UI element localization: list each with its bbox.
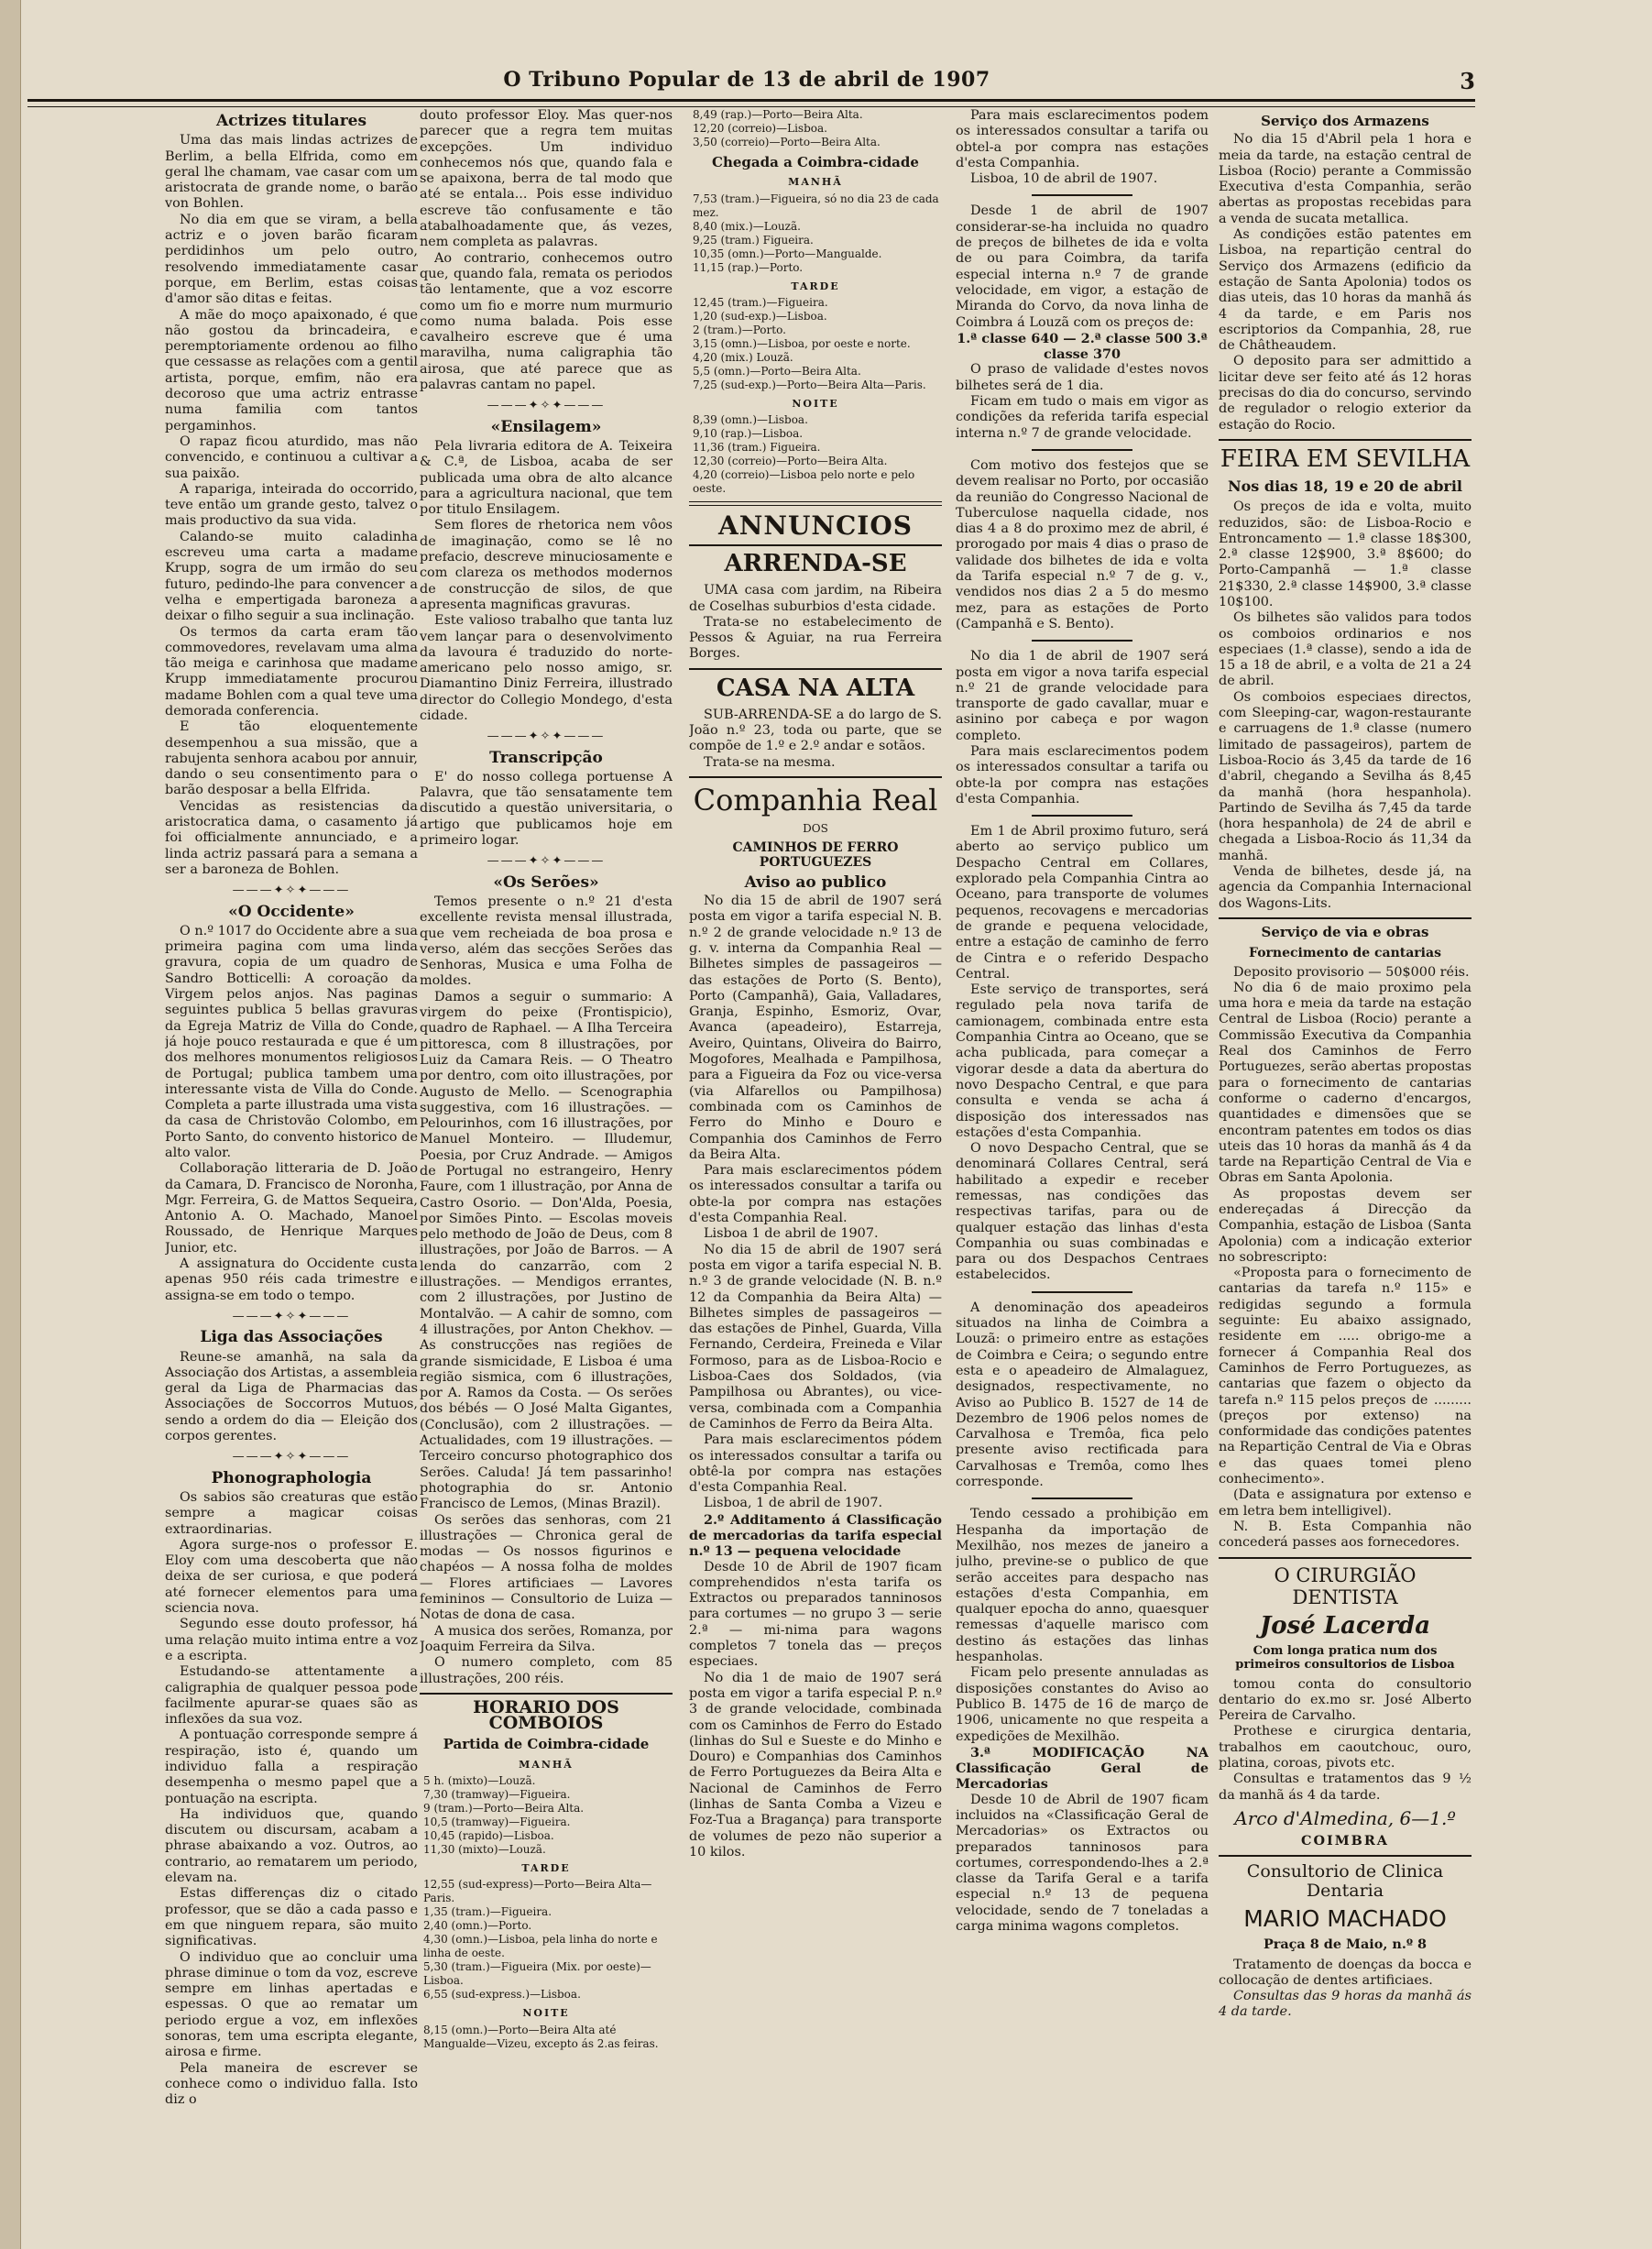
- paragraph: E tão eloquentemente desempenhou a sua missão, que a rabujenta senhora acabou por annuir, dando o seu consentimento para o barão desposar a bella Elfrida.: [165, 719, 418, 798]
- ad-name: José Lacerda: [1259, 1611, 1431, 1640]
- ad-title: O CIRURGIÃO DENTISTA: [1274, 1563, 1417, 1608]
- timetable-row: 8,49 (rap.)—Porto—Beira Alta.: [693, 108, 863, 121]
- timetable-row: 7,30 (tramway)—Figueira.: [423, 1787, 571, 1801]
- timetable-row: 5,5 (omn.)—Porto—Beira Alta.: [693, 364, 861, 378]
- paragraph: Os sabios são creaturas que estão sempre a magicar coisas extraordinarias.: [165, 1489, 418, 1537]
- paragraph: Estas differenças diz o citado professor, que se dão a cada passo e em que ninguem repara, são muito significativas.: [165, 1886, 418, 1949]
- paragraph: No dia 1 de maio de 1907 será posta em vigor a tarifa especial P. n.º 3 de grande velocidade, combinada com os Caminhos de Ferro do Estado (linhas do Sul e Sueste e do Minho e Douro) e Companhias dos Caminhos de Ferro Portuguezes da Beira Alta e Nacional de Caminhos de Ferro (linhas de Santa Comba a Vizeu e Foz-Tua a Bragança) para transporte de volumes de pezo não superior a 10 kilos.: [689, 1670, 942, 1860]
- paragraph: A assignatura do Occidente custa apenas 950 réis cada trimestre e assigna-se em todo o tempo.: [165, 1256, 418, 1303]
- paragraph: Uma das mais lindas actrizes de Berlim, a bella Elfrida, como em geral lhe chamam, vae casar com um aristocrata de grande nome, o barão von Bohlen.: [165, 133, 418, 212]
- paragraph: Damos a seguir o summario: A virgem do peixe (Frontispicio), quadro de Raphael. — A Ilha Terceira pittoresca, com 8 illustrações, por Luiz da Camara Reis. — O Theatro por dentro, com oito illustrações, por Augusto de Mello. — Scenographia suggestiva, com 16 illustrações. — Pelourinhos, com 16 illustrações, por Manuel Monteiro. — Illudemur, Poesia, por Cruz Andrade. — Amigos de Portugal no estrangeiro, Henry Faure, com 1 illustração, por Anna de Castro Osorio. — Don'Alda, Poesia, por Simões Pinto. — Escolas moveis pelo methodo de João de Deus, com 8 illustrações, por João de Barros. — A lenda do canzarrão, com 2 illustrações. — Mendigos errantes, com 2 illustrações, por Justino de Montalvão. — A cahir de somno, com 4 illustrações, por Anton Chekhov. — As construcções nas regiões de grande sismicidade, E Lisboa é uma região sismica, com 6 illustrações, por A. Ramos da Costa. — Os serões dos bébés — O José Malta Gigantes, (Conclusão), com 2 illustrações. — Actualidades, com 19 illustrações. — Terceiro concurso photographico dos Serões. Caluda! Já tem passarinho! photographia do sr. Antonio Francisco de Lemos, (Minas Brazil).: [420, 989, 673, 1512]
- ad-address: Praça 8 de Maio, n.º 8: [1263, 1936, 1428, 1952]
- paragraph: douto professor Eloy. Mas quer-nos parecer que a regra tem muitas excepções. Um individuo conhecemos nós que, quando fala e se apaixona, berra de tal modo que até se entala... Pois esse individuo escreve tão confusamente e tão atabalhoadamente que, ás vezes, nem completa as palavras.: [420, 108, 673, 250]
- paragraph: SUB-ARRENDA-SE a do largo de S. João n.º 23, toda ou parte, que se compõe de 1.º e 2.º andar e sotãos.: [689, 707, 942, 754]
- timetable-row: 12,45 (tram.)—Figueira.: [693, 295, 828, 309]
- paragraph: Estudando-se attentamente a caligraphia de qualquer pessoa pode facilmente apurar-se quaes são as inflexões da sua voz.: [165, 1664, 418, 1728]
- paragraph: Este valioso trabalho que tanta luz vem lançar para o desenvolvimento da lavoura é traduzido do norte-americano pelo nosso amigo, sr. Diamantino Diniz Ferreira, illustrado director do Collegio Mondego, d'esta cidade.: [420, 613, 673, 723]
- paragraph: O individuo que ao concluir uma phrase diminue o tom da voz, escreve sempre em linhas apertadas e espessas. O que ao rematar um periodo ergue a voz, em inflexões sonoras, tem uma escripta elegante, airosa e firme.: [165, 1949, 418, 2060]
- paragraph: Lisboa 1 de abril de 1907.: [704, 1226, 879, 1242]
- price-line: 1.ª classe 640 — 2.ª classe 500 3.ª classe 370: [957, 330, 1208, 363]
- timetable-row: 3,50 (correio)—Porto—Beira Alta.: [693, 136, 881, 148]
- paragraph: O novo Despacho Central, que se denominará Collares Central, será habilitado a expedir e receber remessas, nas condições das respectivas tarifas, para ou de qualquer estação das linhas d'esta Companhia ou suas combinadas e para ou dos Despachos Centraes estabelecidos.: [956, 1141, 1209, 1283]
- paragraph: «Proposta para o fornecimento de cantarias da tarefa n.º 115» e redigidas segundo a formula seguinte: Eu abaixo assignado, residente em ..... obrigo-me a fornecer á Companhia Real dos Caminhos de Ferro Portuguezes, as cantarias que fazem o objecto da tarefa n.º 115 pelos preços de ......... (preços por extenso) na conformidade das condições patentes na Repartição Central de Via e Obras e das quaes tomei pleno conhecimento».: [1219, 1266, 1471, 1487]
- ad-title: Consultorio de Clinica Dentaria: [1246, 1860, 1444, 1902]
- timetable-row: 11,36 (tram.) Figueira.: [693, 441, 821, 455]
- section-rule: [1032, 640, 1132, 642]
- timetable-row: 9,10 (rap.)—Lisboa.: [693, 427, 804, 441]
- timetable-row: 11,15 (rap.)—Porto.: [693, 260, 804, 274]
- article-title: Liga das Associações: [200, 1328, 383, 1347]
- paragraph: Os bilhetes são validos para todos os comboios ordinarios e nos especiaes (1.ª classe), sendo a ida de 15 a 18 de abril, e a volta de 21 a 24 de abril.: [1219, 610, 1471, 689]
- ad-city: COIMBRA: [1301, 1832, 1389, 1849]
- notice-subtitle: Fornecimento de cantarias: [1249, 946, 1441, 961]
- paragraph: Consultas das 9 horas da manhã ás 4 da tarde.: [1219, 1989, 1471, 2020]
- timetable-list: [689, 413, 942, 496]
- paragraph: Este serviço de transportes, será regulado pela nova tarifa de camionagem, combinada entre esta Companhia Cintra ao Oceano, que se acha publicada, para começar a vigorar desde a data da abertura do novo Despacho Central, e que para consulta e venda se acha á disposição dos interessados nas estações d'esta Companhia.: [956, 982, 1209, 1140]
- paragraph: A rapariga, inteirada do occorrido, teve então um grande gesto, talvez o mais productivo da sua vida.: [165, 481, 418, 529]
- section-rule: [689, 501, 942, 506]
- column-3: [689, 108, 942, 2216]
- column-5: [1219, 108, 1471, 2216]
- paragraph: Calando-se muito caladinha escreveu uma carta a madame Krupp, sogra de um irmão do seu futuro, pedindo-lhe para convencer a velha e empertigada baroneza a deixar o filho seguir a sua inclinação.: [165, 529, 418, 624]
- paragraph: O praso de validade d'estes novos bilhetes será de 1 dia.: [956, 362, 1209, 393]
- paragraph: Os termos da carta eram tão commovedores, revelavam uma alma tão meiga e carinhosa que madame Krupp immediatamente procurou madame Bohlen com a qual teve uma demorada conferencia.: [165, 624, 418, 719]
- timetable-row: 6,55 (sud-express.)—Lisboa.: [423, 1988, 581, 2002]
- timetable-subtitle: Partida de Coimbra-cidade: [443, 1736, 650, 1753]
- paragraph: 3.ª MODIFICAÇÃO NA Classificação Geral de Mercadorias: [956, 1744, 1209, 1793]
- timetable-row: 3,15 (omn.)—Lisboa, por oeste e norte.: [693, 336, 911, 350]
- paragraph: Desde 10 de Abril de 1907 ficam incluidos na «Classificação Geral de Mercadorias» os Extractos ou preparados tanninosos para cortumes, correspondendo-lhes a 2.ª classe da Tarifa Geral e a tarifa especial n.º 13 de pequena velocidade, sendo de 7 toneladas a carga minima wagons completos.: [956, 1792, 1209, 1935]
- timetable-period: NOITE: [522, 2007, 570, 2020]
- paragraph: Agora surge-nos o professor E. Eloy com uma descoberta que não deixa de ser curiosa, e que poderá até fornecer elementos para uma sciencia nova.: [165, 1537, 418, 1617]
- section-rule: [1032, 194, 1132, 196]
- article-body: [165, 133, 418, 878]
- timetable-row: 12,30 (correio)—Porto—Beira Alta.: [693, 455, 888, 468]
- paragraph: Com motivo dos festejos que se devem realisar no Porto, por occasião da reunião do Congresso Nacional de Tuberculose naquella cidade, nos dias 4 a 8 do proximo mez de abril, é prorogado por mais 4 dias o praso de validade dos bilhetes de ida e volta da Tarifa especial n.º 7 de g. v., vendidos nos dias 2 a 5 do mesmo mez, para as estações de Porto (Campanhã e S. Bento).: [956, 457, 1209, 631]
- timetable-row: 4,30 (omn.)—Lisboa, pela linha do norte e linha de oeste.: [423, 1933, 658, 1960]
- paragraph: No dia em que se viram, a bella actriz e o joven barão ficaram perdidinhos um pelo outro, resolvendo immediatamente casar porque, em Berlim, estas coisas d'amor são ditas e feitas.: [165, 212, 418, 307]
- paragraph: Reune-se amanhã, na sala da Associação dos Artistas, a assembleia geral da Liga de Pharmacias das Associações de Soccorros Mutuos, sendo a ordem do dia — Eleição dos corpos gerentes.: [165, 1349, 418, 1444]
- section-rule: [1032, 815, 1132, 817]
- timetable-row: 5,30 (tram.)—Figueira (Mix. por oeste)—Lisboa.: [423, 1960, 651, 1988]
- article-title: «Ensilagem»: [490, 417, 602, 436]
- section-rule: [1219, 1855, 1471, 1857]
- paragraph: Ha individuos que, quando discutem ou discursam, acabam a phrase abaixando a voz. Outros, ao contrario, ao rematarem um periodo, elevam na.: [165, 1806, 418, 1886]
- paragraph: Para mais esclarecimentos podem os interessados consultar a tarifa ou obte-la por compra nas estações d'esta Companhia.: [956, 743, 1209, 806]
- paragraph: A musica dos serões, Romanza, por Joaquim Ferreira da Silva.: [420, 1623, 673, 1654]
- timetable-row: 4,20 (mix.) Louzã.: [693, 350, 793, 364]
- paragraph: Lisboa, 10 de abril de 1907.: [970, 171, 1158, 187]
- timetable-row: 12,20 (correio)—Lisboa.: [693, 122, 827, 135]
- paragraph: Em 1 de Abril proximo futuro, será aberto ao serviço publico um Despacho Central em Collares, explorado pela Companhia Cintra ao Oceano, para transporte de volumes pequenos, recovagens e mercadorias de grande e pequena velocidade, entre a estação de caminho de ferro de Cintra e o referido Despacho Central.: [956, 824, 1209, 982]
- timetable-row: 2,40 (omn.)—Porto.: [423, 1919, 532, 1933]
- timetable-subtitle: Chegada a Coimbra-cidade: [712, 154, 919, 170]
- paragraph: Desde 10 de Abril de 1907 ficam comprehendidos n'esta tarifa os Extractos ou preparados tanninosos para cortumes — no grupo 3 — serie 2.ª — mi-nima para wagons completos 7 tonela das — preços especiaes.: [689, 1559, 942, 1670]
- notice-title: Aviso ao publico: [744, 872, 887, 892]
- paragraph: O rapaz ficou aturdido, mas não convencido, e continuou a cultivar a sua paixão.: [165, 433, 418, 481]
- paragraph: O n.º 1017 do Occidente abre a sua primeira pagina com uma linda gravura, copia de um quadro de Sandro Botticelli: A coroação da Virgem pelos anjos. Nas paginas seguintes publica 5 bellas gravuras da Egreja Matriz de Villa do Conde, já hoje pouco restaurada e que é um dos melhores monumentos religiosos de Portugal; publica tambem uma interessante vista de Villa do Conde. Completa a parte illustrada uma vista da casa de Christovão Colombo, em Porto Santo, do convento historico de alto valor.: [165, 923, 418, 1160]
- timetable-period: TARDE: [791, 280, 840, 292]
- section-rule: [1219, 1557, 1471, 1559]
- section-rule: [1032, 1291, 1132, 1293]
- timetable-row: 1,20 (sud-exp.)—Lisboa.: [693, 309, 827, 323]
- ad-subtitle: Nos dias 18, 19 e 20 de abril: [1228, 477, 1462, 495]
- timetable-row: 7,25 (sud-exp.)—Porto—Beira Alta—Paris.: [693, 378, 926, 391]
- timetable-row: 4,20 (correio)—Lisboa pelo norte e pelo oeste.: [693, 468, 915, 496]
- paragraph: O numero completo, com 85 illustrações, 200 réis.: [420, 1655, 673, 1686]
- ornament-divider: ———✦✧✦———: [487, 854, 606, 869]
- paragraph: Os serões das senhoras, com 21 illustrações — Chronica geral de modas — Os nossos figurinos e chapéos — A nossa folha de moldes — Flores artificiaes — Lavores femininos — Consultorio de Luiza — Notas de dona de casa.: [420, 1512, 673, 1623]
- paragraph: Para mais esclarecimentos podem os interessados consultar a tarifa ou obtel-a por compra nas estações d'esta Companhia.: [956, 108, 1209, 170]
- paragraph: Venda de bilhetes, desde já, na agencia da Companhia Internacional dos Wagons-Lits.: [1219, 864, 1471, 911]
- masthead: O Tribuno Popular de 13 de abril de 1907: [503, 68, 990, 92]
- section-rule: [1219, 439, 1471, 441]
- paragraph: No dia 15 de abril de 1907 será posta em vigor a tarifa especial N. B. n.º 2 de grande velocidade n.º 13 de g. v. interna da Companhia Real — Bilhetes simples de passageiros — das estações de Porto (S. Bento), Porto (Campanhã), Gaia, Valladares, Granja, Espinho, Esmoriz, Ovar, Avanca (apeadeiro), Estarreja, Aveiro, Quintans, Oliveira do Bairro, Mogofores, Mealhada e Pampilhosa, para a Figueira da Foz ou vice-versa (via Alfarellos ou Pampilhosa) combinada com os Caminhos de Ferro do Minho e Douro e Companhia dos Caminhos de Ferro da Beira Alta.: [689, 894, 942, 1162]
- timetable-row: 9 (tram.)—Porto—Beira Alta.: [423, 1801, 585, 1815]
- paragraph: A pontuação corresponde sempre á respiração, isto é, quando um individuo falla a respiração desempenha o mesmo papel que a pontuação na escripta.: [165, 1728, 418, 1806]
- paragraph: Deposito provisorio — 50$000 réis.: [1233, 964, 1470, 980]
- paragraph: Prothese e cirurgica dentaria, trabalhos em caoutchouc, ouro, platina, coroas, pivots etc.: [1219, 1724, 1471, 1772]
- paragraph: Os preços de ida e volta, muito reduzidos, são: de Lisboa-Rocio e Entroncamento — 1.ª classe 18$300, 2.ª classe 12$900, 3.ª 8$600; do Porto-Campanhã — 1.ª classe 21$330, 2.ª classe 14$900, 3.ª classe 10$100.: [1219, 499, 1471, 609]
- paragraph: Pela maneira de escrever se conhece como o individuo falla. Isto diz o: [165, 2060, 418, 2108]
- timetable-row: 10,35 (omn.)—Porto—Mangualde.: [693, 247, 882, 260]
- timetable-row: 12,55 (sud-express)—Porto—Beira Alta—Paris.: [423, 1878, 652, 1905]
- timetable-row: 10,5 (tramway)—Figueira.: [423, 1815, 571, 1828]
- ad-subtitle: Com longa pratica num dos primeiros consultorios de Lisboa: [1235, 1643, 1455, 1672]
- paragraph: Temos presente o n.º 21 d'esta excellente revista mensal illustrada, que vem recheiada de boa prosa e verso, além das secções Serões das Senhoras, Musica e uma Folha de moldes.: [420, 894, 673, 989]
- paragraph: Sem flores de rhetorica nem vôos de imaginação, como se lê no prefacio, descreve minuciosamente e com clareza os methodos modernos de construcção de silos, de que apresenta magnificas gravuras.: [420, 518, 673, 612]
- timetable-row: 11,30 (mixto)—Louzã.: [423, 1842, 546, 1856]
- announcements-heading: ANNUNCIOS: [689, 511, 942, 546]
- article-title: Transcripção: [489, 748, 603, 767]
- timetable-list: [689, 108, 942, 149]
- column-1: [165, 108, 418, 2216]
- paragraph: No dia 15 de abril de 1907 será posta em vigor a tarifa especial N. B. n.º 3 de grande velocidade (N. B. n.º 12 da Companhia da Beira Alta) — Bilhetes simples de passageiros — das estações de Pinhel, Guarda, Villa Fernando, Cerdeira, Freineda e Vilar Formoso, para as de Lisboa-Rocio e Lisboa-Caes dos Soldados, (via Pampilhosa ou Abrantes), ou vice-versa, combinada com a Companhia de Caminhos de Ferro da Beira Alta.: [689, 1242, 942, 1432]
- paragraph: Para mais esclarecimentos pódem os interessados consultar a tarifa ou obte-la por compra nas estações d'esta Companhia Real.: [689, 1163, 942, 1226]
- timetable-row: 8,39 (omn.)—Lisboa.: [693, 413, 808, 427]
- ad-address: Arco d'Almedina, 6—1.º: [1234, 1806, 1456, 1829]
- timetable-list: [689, 296, 942, 392]
- paragraph: Tendo cessado a prohibição em Hespanha da importação de Mexilhão, nos mezes de janeiro a julho, previne-se o publico de que serão acceites para despacho nas estações d'esta Companhia, em qualquer epocha do anno, quaesquer remessas d'aquelle marisco com destino ás estações das linhas hespanholas.: [956, 1507, 1209, 1665]
- paragraph: UMA casa com jardim, na Ribeira de Coselhas suburbios d'esta cidade.: [689, 583, 942, 614]
- paragraph: Segundo esse douto professor, há uma relação muito intima entre a voz e a escripta.: [165, 1617, 418, 1663]
- paragraph: A mãe do moço apaixonado, é que não gostou da brincadeira, e peremptoriamente ordenou ao filho que cessasse as relações com a gentil artista, porque, emfim, não era decoroso que uma actriz entrasse numa familia com tantos pergaminhos.: [165, 307, 418, 433]
- company-name-part: CAMINHOS DE FERRO PORTUGUEZES: [732, 839, 899, 870]
- ornament-divider: ———✦✧✦———: [232, 1309, 351, 1323]
- paragraph: As propostas devem ser endereçadas á Direcção da Companhia, estação de Lisboa (Santa Apolonia) com a indicação exterior no sobrescripto:: [1219, 1186, 1471, 1265]
- page-edge: [0, 0, 21, 2249]
- paragraph: A denominação dos apeadeiros situados na linha de Coimbra a Louzã: o primeiro entre as estações de Coimbra e Ceira; o segundo entre esta e o apeadeiro de Almalaguez, designados, respectivamente, no Aviso ao Publico B. 1527 de 14 de Dezembro de 1906 pelos nomes de Carvalhosa e Tremôa, fica pelo presente aviso rectificada para Carvalhosas e Tremôa, como lhes corresponde.: [956, 1300, 1209, 1490]
- paragraph: Lisboa, 1 de abril de 1907.: [704, 1496, 883, 1511]
- company-name-part: DOS: [803, 821, 828, 835]
- notice-title: Serviço dos Armazens: [1261, 113, 1429, 129]
- paragraph: Consultas e tratamentos das 9 ½ da manhã ás 4 da tarde.: [1219, 1772, 1471, 1803]
- paragraph: O deposito para ser admittido a licitar deve ser feito até ás 12 horas precisas do dia do concurso, servindo de regulador o relogio exterior da estação do Rocio.: [1219, 354, 1471, 433]
- timetable-period: NOITE: [792, 397, 839, 410]
- timetable-list: [420, 2024, 673, 2051]
- timetable-list: [420, 1878, 673, 2002]
- page-number: 3: [1460, 68, 1475, 94]
- timetable-row: 8,40 (mix.)—Louzã.: [693, 219, 801, 233]
- company-name: Companhia Real: [693, 782, 938, 817]
- paragraph: No dia 6 de maio proximo pela uma hora e meia da tarde na estação Central de Lisboa (Rocio) perante a Commissão Executiva da Companhia Real dos Caminhos de Ferro Portuguezes, serão abertas propostas para o fornecimento de cantarias conforme o caderno d'encargos, quantidades e dimensões que se encontram patentes em todos os dias uteis das 10 horas da manhã ás 4 da tarde na Repartição Central de Via e Obras em Santa Apolonia.: [1219, 980, 1471, 1186]
- paragraph: tomou conta do consultorio dentario do ex.mo sr. José Alberto Pereira de Carvalho.: [1219, 1676, 1471, 1724]
- paragraph: Vencidas as resistencias da aristocratica dama, o casamento já foi officialmente annunciado, e a linda actriz passará para a semana a ser a baroneza de Bohlen.: [165, 798, 418, 877]
- article-title: Phonographologia: [211, 1468, 372, 1487]
- timetable-row: 1,35 (tram.)—Figueira.: [423, 1905, 552, 1919]
- paragraph: Ficam em tudo o mais em vigor as condições da referida tarifa especial interna n.º 7 de grande velocidade.: [956, 394, 1209, 441]
- paragraph: (Data e assignatura por extenso e em letra bem intelligivel).: [1219, 1487, 1471, 1519]
- header-rule: [27, 99, 1475, 107]
- paragraph: Para mais esclarecimentos pódem os interessados consultar a tarifa ou obtê-la por compra nas estações d'esta Companhia Real.: [689, 1432, 942, 1496]
- timetable-list: [689, 192, 942, 275]
- timetable-row: 5 h. (mixto)—Louzã.: [423, 1773, 536, 1787]
- section-rule: [689, 668, 942, 670]
- paragraph: Os comboios especiaes directos, com Sleeping-car, wagon-restaurante e carruagens de 1.ª classe (numero limitado de passageiros), partem de Lisboa-Rocio ás 3,45 da tarde de 16 d'abril, chegando a Sevilha ás 8,45 da manhã (hora hespanhola). Partindo de Sevilha ás 7,45 da tarde (hora hespanhola) de 24 de abril e chegada a Lisboa-Rocio ás 11,34 da manhã.: [1219, 689, 1471, 863]
- ad-title: FEIRA EM SEVILHA: [1220, 444, 1471, 473]
- article-title: «O Occidente»: [228, 902, 355, 921]
- paragraph: E' do nosso collega portuense A Palavra, que tão sensatamente tem discutido a questão universitaria, o artigo que publicamos hoje em primeiro logar.: [420, 769, 673, 849]
- ornament-divider: ———✦✧✦———: [232, 883, 351, 898]
- column-4: [956, 108, 1209, 2216]
- column-2: [420, 108, 673, 2216]
- ornament-divider: ———✦✧✦———: [487, 399, 606, 413]
- ornament-divider: ———✦✧✦———: [487, 730, 606, 744]
- notice-title: Serviço de via e obras: [1261, 923, 1429, 940]
- paragraph: 2.º Additamento á Classificação de mercadorias da tarifa especial n.º 13 — pequena velocidade: [689, 1511, 942, 1560]
- paragraph: Collaboração litteraria de D. João da Camara, D. Francisco de Noronha, Mgr. Ferreira, G. de Mattos Sequeira, Antonio A. O. Machado, Manoel Roussado, de Henrique Marques Junior, etc.: [165, 1161, 418, 1256]
- timetable-period: MANHÃ: [788, 176, 843, 189]
- paragraph: No dia 15 d'Abril pela 1 hora e meia da tarde, na estação central de Lisboa (Rocio) perante a Commissão Executiva d'esta Companhia, serão abertas as propostas recebidas para a venda de sucata metallica.: [1219, 132, 1471, 226]
- ornament-divider: ———✦✧✦———: [232, 1450, 351, 1465]
- timetable-row: 7,53 (tram.)—Figueira, só no dia 23 de cada mez.: [693, 192, 939, 219]
- ad-name: MARIO MACHADO: [1243, 1905, 1447, 1933]
- paragraph: No dia 1 de abril de 1907 será posta em vigor a nova tarifa especial n.º 21 de grande velocidade para transporte de gado cavallar, muar e asinino por cabeça e por wagon completo.: [956, 649, 1209, 743]
- paragraph: Ficam pelo presente annuladas as disposições constantes do Aviso ao Publico B. 1475 de 16 de março de 1906, unicamente no que respeita a expedições de Mexilhão.: [956, 1665, 1209, 1744]
- paragraph: Ao contrario, conhecemos outro que, quando fala, remata os periodos tão lentamente, que a voz escorre como um fio e morre num murmurio como numa balada. Pois esse cavalheiro escreve que é uma maravilha, numa caligraphia tão airosa, que até parece que as palavras cantam no papel.: [420, 250, 673, 393]
- section-rule: [1219, 917, 1471, 919]
- paragraph: As condições estão patentes em Lisboa, na repartição central do Serviço dos Armazens (edificio da estação de Santa Apolonia) todos os dias uteis, das 10 horas da manhã ás 4 da tarde, e em Paris nos escriptorios da Companhia, 28, rue de Châtheaudem.: [1219, 227, 1471, 354]
- timetable-row: 2 (tram.)—Porto.: [693, 323, 786, 336]
- timetable-list: [420, 1774, 673, 1857]
- article-title: Actrizes titulares: [215, 112, 367, 130]
- section-rule: [689, 776, 942, 778]
- ad-title: CASA NA ALTA: [716, 674, 915, 702]
- paragraph: Pela livraria editora de A. Teixeira & C.ª, de Lisboa, acaba de ser publicada uma obra de alto alcance para a agricultura nacional, que tem por titulo Ensilagem.: [420, 438, 673, 518]
- section-rule: [1032, 1498, 1132, 1499]
- paragraph: N. B. Esta Companhia não concederá passes aos fornecedores.: [1219, 1519, 1471, 1551]
- paragraph: Trata-se na mesma.: [704, 754, 836, 770]
- timetable-row: 9,25 (tram.) Figueira.: [693, 233, 814, 247]
- article-title: «Os Serões»: [493, 872, 599, 892]
- timetable-period: MANHÃ: [519, 1758, 574, 1771]
- paragraph: Trata-se no estabelecimento de Pessos & Aguiar, na rua Ferreira Borges.: [689, 614, 942, 662]
- paragraph: Tratamento de doenças da bocca e collocação de dentes artificiaes.: [1219, 1957, 1471, 1988]
- section-rule: [420, 1693, 673, 1695]
- ad-title: ARRENDA-SE: [724, 550, 907, 578]
- section-rule: [1032, 449, 1132, 451]
- timetable-row: 10,45 (rapido)—Lisboa.: [423, 1828, 554, 1842]
- timetable-row: 8,15 (omn.)—Porto—Beira Alta até Mangualde—Vizeu, excepto ás 2.as feiras.: [423, 2023, 659, 2050]
- timetable-period: TARDE: [521, 1861, 571, 1874]
- paragraph: Desde 1 de abril de 1907 considerar-se-ha incluida no quadro de preços de bilhetes de ida e volta de ou para Coimbra, da tarifa especial interna n.º 7 de grande velocidade, em vigor, a estação de Miranda do Corvo, da nova linha de Coimbra á Louzã com os preços de:: [956, 203, 1209, 330]
- timetable-title: HORARIO DOS COMBOIOS: [473, 1696, 619, 1734]
